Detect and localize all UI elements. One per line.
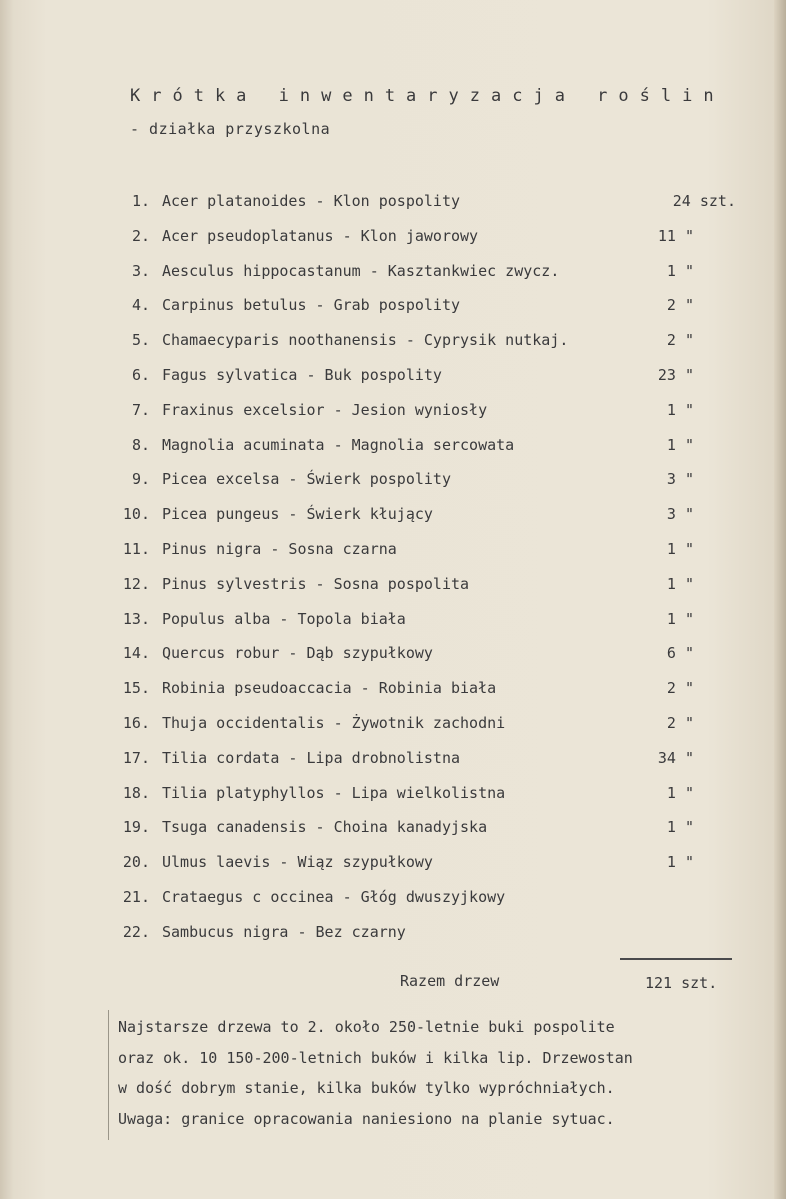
plant-row bbox=[0, 610, 786, 645]
plant-number: 8. bbox=[131, 435, 150, 454]
plant-name: Pinus sylvestris - Sosna pospolita bbox=[162, 574, 470, 593]
plant-quantity: 3 " bbox=[666, 505, 694, 524]
plant-quantity: 1 " bbox=[666, 609, 694, 628]
plant-name: Tsuga canadensis - Choina kanadyjska bbox=[162, 818, 488, 837]
plant-row bbox=[0, 923, 786, 958]
plant-number: 14. bbox=[122, 644, 150, 663]
plant-quantity: 2 " bbox=[666, 679, 694, 698]
plant-number: 7. bbox=[131, 400, 150, 419]
plant-number: 12. bbox=[122, 574, 150, 593]
plant-row bbox=[0, 296, 786, 331]
plant-quantity: 1 " bbox=[666, 435, 694, 454]
plant-row bbox=[0, 401, 786, 436]
plant-quantity: 34 " bbox=[657, 748, 694, 767]
plant-number: 11. bbox=[122, 539, 150, 558]
plant-row bbox=[0, 575, 786, 610]
plant-number: 15. bbox=[122, 679, 150, 698]
plant-name: Populus alba - Topola biała bbox=[162, 609, 406, 628]
plant-name: Ulmus laevis - Wiąz szypułkowy bbox=[162, 853, 433, 872]
plant-number: 3. bbox=[131, 261, 150, 280]
plant-quantity: 2 " bbox=[666, 713, 694, 732]
plant-name: Acer pseudoplatanus - Klon jaworowy bbox=[162, 226, 479, 245]
plant-name: Quercus robur - Dąb szypułkowy bbox=[162, 644, 433, 663]
document-subtitle: - działka przyszkolna bbox=[130, 120, 331, 138]
plant-quantity: 23 " bbox=[657, 365, 694, 384]
notes-line: w dość dobrym stanie, kilka buków tylko wypróchniałych. bbox=[118, 1079, 615, 1097]
plant-row bbox=[0, 227, 786, 262]
plant-quantity: 1 " bbox=[666, 400, 694, 419]
total-rule bbox=[620, 958, 732, 960]
plant-quantity: 1 " bbox=[666, 539, 694, 558]
plant-row bbox=[0, 853, 786, 888]
plant-name: Acer platanoides - Klon pospolity bbox=[162, 192, 461, 210]
plant-name: Pinus nigra - Sosna czarna bbox=[162, 539, 397, 558]
plant-quantity: 1 " bbox=[666, 783, 694, 802]
plant-name: Magnolia acuminata - Magnolia sercowata bbox=[162, 435, 515, 454]
plant-row bbox=[0, 749, 786, 784]
plant-number: 17. bbox=[122, 748, 150, 767]
total-label: Razem drzew bbox=[400, 972, 500, 990]
plant-row bbox=[0, 262, 786, 297]
plant-number: 4. bbox=[131, 296, 150, 315]
plant-name: Tilia platyphyllos - Lipa wielkolistna bbox=[162, 783, 506, 802]
plant-row bbox=[0, 192, 786, 227]
plant-row bbox=[0, 366, 786, 401]
plant-number: 13. bbox=[122, 609, 150, 628]
plant-name: Fagus sylvatica - Buk pospolity bbox=[162, 365, 442, 384]
plant-row bbox=[0, 331, 786, 366]
plant-quantity: 1 " bbox=[666, 853, 694, 872]
plant-row bbox=[0, 679, 786, 714]
plant-row bbox=[0, 470, 786, 505]
plant-number: 1. bbox=[131, 192, 150, 210]
notes-paragraph bbox=[118, 1012, 633, 1134]
plant-number: 19. bbox=[122, 818, 150, 837]
plant-row bbox=[0, 784, 786, 819]
plant-quantity: 6 " bbox=[666, 644, 694, 663]
plant-row bbox=[0, 436, 786, 471]
plant-name: Sambucus nigra - Bez czarny bbox=[162, 922, 406, 941]
plant-row bbox=[0, 644, 786, 679]
plant-list bbox=[0, 192, 786, 958]
plant-quantity: 3 " bbox=[666, 470, 694, 489]
plant-row bbox=[0, 888, 786, 923]
plant-number: 2. bbox=[131, 226, 150, 245]
plant-number: 20. bbox=[122, 853, 150, 872]
plant-number: 16. bbox=[122, 713, 150, 732]
plant-number: 21. bbox=[122, 887, 150, 906]
plant-name: Aesculus hippocastanum - Kasztankwiec zwycz. bbox=[162, 261, 560, 280]
notes-line: Uwaga: granice opracowania naniesiono na planie sytuac. bbox=[118, 1109, 615, 1128]
plant-number: 6. bbox=[131, 365, 150, 384]
plant-name: Chamaecyparis noothanensis - Cyprysik nutkaj. bbox=[162, 331, 569, 350]
plant-quantity: 1 " bbox=[666, 818, 694, 837]
plant-quantity: 2 " bbox=[666, 331, 694, 350]
total-value: 121 szt. bbox=[645, 974, 718, 992]
plant-row bbox=[0, 714, 786, 749]
plant-number: 10. bbox=[122, 505, 150, 524]
margin-line bbox=[108, 1010, 109, 1140]
plant-name: Fraxinus excelsior - Jesion wyniosły bbox=[162, 400, 488, 419]
plant-number: 5. bbox=[131, 331, 150, 350]
plant-number: 18. bbox=[122, 783, 150, 802]
plant-row bbox=[0, 818, 786, 853]
plant-name: Picea pungeus - Świerk kłujący bbox=[162, 505, 433, 524]
plant-name: Crataegus c occinea - Głóg dwuszyjkowy bbox=[162, 887, 506, 906]
document-title: Krótka inwentaryzacja roślin bbox=[130, 86, 725, 106]
plant-name: Thuja occidentalis - Żywotnik zachodni bbox=[162, 713, 506, 732]
plant-quantity: 24 szt. bbox=[672, 192, 736, 210]
notes-line: Najstarsze drzewa to 2. około 250-letnie buki pospolite bbox=[118, 1018, 615, 1036]
plant-name: Carpinus betulus - Grab pospolity bbox=[162, 296, 461, 315]
plant-number: 22. bbox=[122, 922, 150, 941]
notes-line: oraz ok. 10 150-200-letnich buków i kilka lip. Drzewostan bbox=[118, 1048, 633, 1067]
plant-quantity: 1 " bbox=[666, 261, 694, 280]
plant-row bbox=[0, 540, 786, 575]
plant-quantity: 11 " bbox=[657, 226, 694, 245]
plant-row bbox=[0, 505, 786, 540]
plant-name: Robinia pseudoaccacia - Robinia biała bbox=[162, 679, 497, 698]
plant-quantity: 2 " bbox=[666, 296, 694, 315]
plant-name: Tilia cordata - Lipa drobnolistna bbox=[162, 748, 461, 767]
plant-number: 9. bbox=[131, 470, 150, 489]
plant-quantity: 1 " bbox=[666, 574, 694, 593]
plant-name: Picea excelsa - Świerk pospolity bbox=[162, 470, 451, 489]
